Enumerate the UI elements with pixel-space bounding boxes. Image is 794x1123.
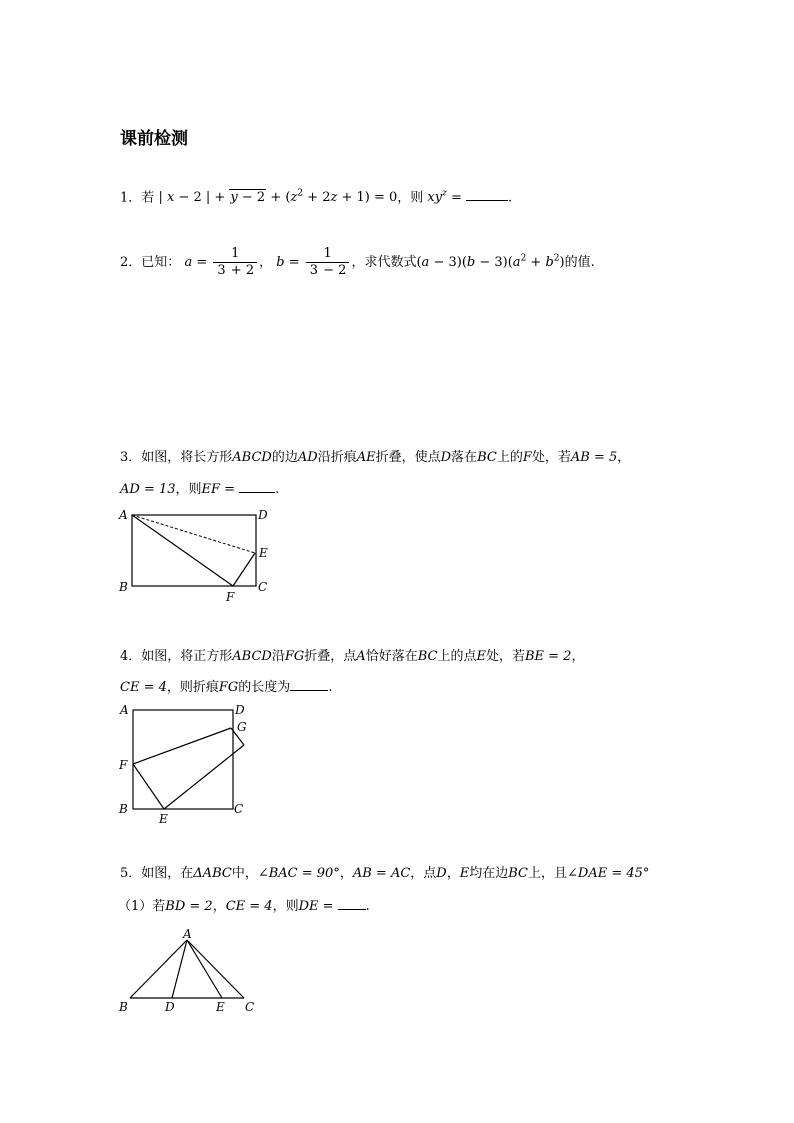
question-2-tail: 的值.	[564, 255, 595, 270]
question-3-line-1: 3．如图，将长方形ABCD的边AD沿折痕AE折叠，使点D落在BC上的F处，若AB = 5，	[120, 450, 631, 465]
question-4-line-1: 4．如图，将正方形ABCD沿FG折叠，点A恰好落在BC上的点E处，若BE = 2，	[120, 649, 585, 664]
math-var: ABCD	[232, 649, 272, 664]
label-d: D	[165, 1000, 175, 1014]
math-var: DE =	[298, 899, 334, 914]
question-5-text: 中，	[231, 866, 258, 881]
math-var: BD = 2	[165, 899, 213, 914]
segment-fe	[233, 553, 255, 586]
label-e: E	[159, 812, 168, 826]
answer-blank[interactable]	[338, 897, 366, 910]
question-4-number: 4．	[120, 649, 142, 664]
figure-q4-square-fold	[110, 700, 270, 828]
label-d: D	[235, 703, 245, 717]
question-5-text: 上，且	[528, 866, 568, 881]
math-var: FG	[284, 649, 305, 664]
label-a: A	[120, 703, 129, 717]
math-var: ∠BAC = 90°	[257, 866, 340, 881]
question-1	[120, 184, 512, 208]
math-var: AD	[297, 450, 318, 465]
question-3-text: 上的	[496, 450, 523, 465]
question-4-period: .	[328, 680, 333, 695]
question-2-prefix: 已知：	[141, 255, 181, 270]
segment-ae	[187, 940, 222, 998]
question-4-text: 如图，将正方形	[141, 649, 233, 664]
label-e: E	[259, 546, 268, 560]
dashed-segment-ae	[132, 515, 255, 553]
math-var: A	[356, 649, 366, 664]
question-2: 2．已知： a = $\frac{1}{3 + 2}$ ， b = $\frac{1}{3 - 2}$ ，求代数式$(a - 3)(b - 3)(a^2 + b^2)$的值.	[120, 246, 595, 278]
answer-blank[interactable]	[466, 188, 508, 201]
math-var: AB = 5	[570, 450, 618, 465]
label-c: C	[245, 1000, 255, 1014]
math-var: ABCD	[232, 450, 272, 465]
question-4-text: 折叠，点	[304, 649, 357, 664]
question-5-text: ，则	[272, 899, 299, 914]
answer-blank[interactable]	[239, 480, 275, 493]
question-3-text: 沿折痕	[317, 450, 357, 465]
question-5-number: 5．	[120, 866, 142, 881]
math-var: AB = AC	[352, 866, 411, 881]
label-b: B	[119, 580, 128, 594]
label-g: G	[237, 720, 247, 734]
label-b: B	[119, 1000, 128, 1014]
figure-q5-triangle	[110, 924, 270, 1018]
question-5-text: ，点	[410, 866, 437, 881]
math-var: BC	[477, 450, 497, 465]
question-3-text: ，则	[175, 482, 202, 497]
question-3-period: .	[275, 482, 280, 497]
math-var: BE = 2	[524, 649, 572, 664]
math-var: D	[436, 866, 447, 881]
label-b: B	[119, 802, 128, 816]
question-2-expression: $(a - 3)(b - 3)(a^2 + b^2)$	[416, 253, 565, 270]
question-2-suffix: ，求代数式	[351, 255, 417, 270]
label-c: C	[234, 802, 244, 816]
segment-ac	[187, 940, 244, 998]
segment-fe	[133, 764, 164, 809]
math-var: ΔABC	[193, 866, 232, 881]
question-5-line-2: （1）若BD = 2，CE = 4，则DE = .	[118, 899, 370, 914]
question-3-text: 如图，将长方形	[141, 450, 233, 465]
math-var: E	[476, 649, 486, 664]
label-a: A	[183, 927, 192, 941]
rectangle-abcd	[132, 515, 256, 586]
math-var: FG	[218, 680, 239, 695]
label-f: F	[119, 758, 128, 772]
math-var: AD = 13	[120, 482, 176, 497]
segment-af	[132, 515, 233, 586]
question-3-text: 的边	[271, 450, 298, 465]
question-5-period: .	[365, 899, 370, 914]
label-e: E	[216, 1000, 225, 1014]
folded-edge	[164, 745, 244, 809]
label-a: A	[119, 508, 128, 522]
question-5-text: 均在边	[469, 866, 509, 881]
question-5-text: ，	[339, 866, 353, 881]
label-f: F	[226, 590, 235, 604]
question-1-then: ，则	[397, 190, 424, 206]
question-3-number: 3．	[120, 450, 142, 465]
question-4-text: 上的点	[437, 649, 477, 664]
question-4-text: ，则折痕	[166, 680, 219, 695]
question-3-text: 折叠，使点	[375, 450, 441, 465]
segment-ad	[172, 940, 187, 998]
question-4-text: 恰好落在	[365, 649, 418, 664]
question-3-text: 处，若	[531, 450, 571, 465]
label-c: C	[258, 580, 268, 594]
question-5-line-1	[120, 864, 649, 884]
math-var: BC	[417, 649, 438, 664]
question-5-text: 如图，在	[141, 866, 194, 881]
figure-q3-rectangle-fold	[110, 505, 310, 605]
question-1-number: 1．	[120, 190, 142, 206]
segment-ab	[130, 940, 187, 998]
question-2-number: 2．	[120, 255, 142, 270]
math-var: F	[522, 450, 532, 465]
question-1-equals: =	[451, 190, 462, 206]
question-5-text: ，	[446, 866, 460, 881]
question-1-target: $xy^z$	[427, 189, 447, 206]
math-var: CE = 4	[225, 899, 273, 914]
question-1-prefix: 若	[141, 190, 155, 206]
question-1-expression: | x − 2 | + $y - 2 + (z^2 + 2z + 1) = 0$	[158, 189, 398, 206]
page-title: 课前检测	[120, 129, 188, 149]
question-3-text: 落在	[451, 450, 478, 465]
question-4-line-2	[120, 678, 332, 698]
answer-blank[interactable]	[290, 678, 328, 691]
crease-fg	[133, 728, 231, 764]
fraction-a: $\frac{1}{3 + 2}$	[213, 246, 257, 279]
math-var: E	[459, 866, 470, 881]
math-var: ∠DAE = 45°	[567, 866, 650, 881]
question-5-sub-label: （1）若	[118, 899, 166, 914]
label-d: D	[258, 508, 268, 522]
fraction-b: $\frac{1}{3 - 2}$	[306, 246, 350, 279]
question-4-text: 沿	[271, 649, 285, 664]
math-var: CE = 4	[120, 680, 167, 695]
question-3-line-2	[120, 480, 279, 500]
math-var: BC	[508, 866, 529, 881]
math-var: D	[440, 450, 452, 465]
question-4-text: 的长度为	[238, 680, 291, 695]
math-var: AE	[356, 450, 376, 465]
question-4-text: 处，若	[485, 649, 525, 664]
math-var: EF =	[201, 482, 236, 497]
question-1-period: .	[508, 190, 513, 206]
